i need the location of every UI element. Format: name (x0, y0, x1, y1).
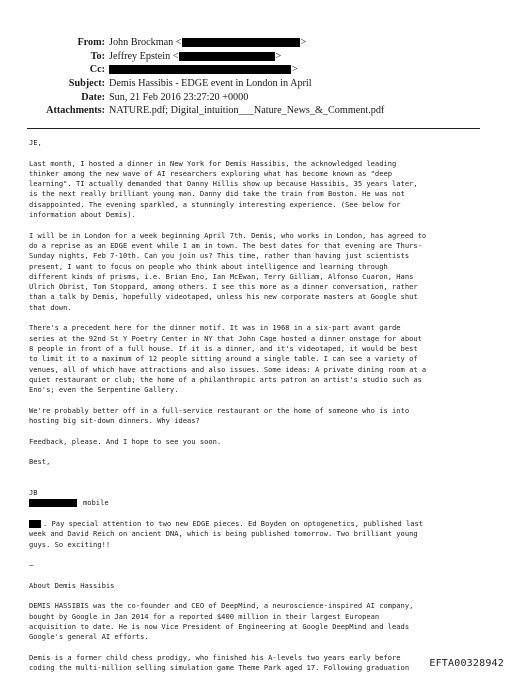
close-bracket: > (292, 64, 298, 76)
text-line: than a talk by Demis, hopefully videotaped, unless his new corporate masters at Google shut (29, 292, 418, 302)
text-line: We're probably better off in a full-service restaurant or the home of someone who is into (29, 405, 410, 415)
text-line: quiet restaurant or club; the home of a philanthropic arts patron an artist's studio such as (29, 374, 422, 384)
signature-mobile (29, 498, 489, 508)
text-line: guys. So exciting!! (29, 539, 111, 549)
from-label: From: (77, 37, 105, 49)
text-line: different kinds of prisms, i.e. Brian Eno, Ian McEwan, Terry Gilliam, Alfonso Cuaron, Hans (29, 271, 414, 281)
text-line: Ulrich Obrist, Tom Stoppard, among others. I see this more as a dinner conversation, rather (29, 282, 418, 292)
postscript (29, 519, 489, 550)
text-line: that down. (29, 302, 72, 312)
text-line: Last month, I hosted a dinner in New York for Demis Hassibis, the acknowledged leading (29, 158, 397, 168)
paragraph-precedent (29, 323, 489, 395)
greeting: JE, (29, 138, 42, 147)
text-line: Google's general AI efforts. (29, 632, 149, 642)
text-line: learning". TI actually demanded that Danny Hillis show up because Hassibis, 35 years later, (29, 179, 418, 189)
date-value: Sun, 21 Feb 2016 23:27:20 +0000 (109, 91, 249, 103)
signoff: Best, (29, 457, 51, 467)
text-line: information about Demis). (29, 210, 136, 220)
redaction-bar (179, 52, 275, 61)
text-line: week and David Reich on ancient DNA, which is being published tomorrow. Two brilliant young (29, 529, 418, 539)
signature-name: JB (29, 488, 38, 498)
subject-label: Subject: (68, 77, 105, 89)
subject-row (0, 77, 512, 91)
about-paragraph-1 (29, 601, 489, 642)
document-id: EFTA00328942 (429, 658, 504, 669)
ps-text: . Pay special attention to two new EDGE pieces. Ed Boyden on optogenetics, published last (43, 518, 424, 528)
text-line: series at the 92nd St Y Poetry Center in NY that John Cage hosted a dinner onstage for about (29, 333, 422, 343)
close-bracket: > (300, 37, 307, 49)
mobile-label: mobile (83, 498, 109, 508)
text-line: 8 people in front of a full house. If it is a dinner, and it's videotaped, it would be best (29, 343, 418, 353)
text-line: disappointed. The evening sparkled, a stunningly interesting experience. (See below for (29, 199, 401, 209)
text-line: coding the multi-million selling simulation game Theme Park aged 17. Following graduation (29, 663, 410, 673)
text-line: present, I want to focus on people who think about intelligence and learning through (29, 261, 388, 271)
from-value (109, 36, 306, 49)
text-line: hosting big sit-down dinners. Why ideas? (29, 416, 200, 426)
to-value (109, 50, 281, 63)
text-line (29, 519, 489, 529)
paragraph-venue (29, 406, 489, 427)
to-text: Jeffrey Epstein < (109, 50, 179, 62)
cc-label: Cc: (89, 64, 105, 76)
email-header (0, 36, 512, 118)
text-line: I will be in London for a week beginning April 7th. Demis, who works in London, has agreed to (29, 230, 427, 240)
feedback-line: Feedback, please. And I hope to see you soon. (29, 436, 222, 446)
paragraph-london (29, 231, 489, 313)
text-line: DEMIS HASSIBIS was the co-founder and CEO of DeepMind, a neuroscience-inspired AI company, (29, 601, 414, 611)
paragraph-dinner (29, 159, 489, 221)
text-line: There's a precedent here for the dinner motif. It was in 1968 in a six-part avant garde (29, 323, 401, 333)
date-label: Date: (81, 91, 105, 103)
about-heading: About Demis Hassibis (29, 580, 115, 590)
email-body (29, 138, 489, 673)
attachments-label: Attachments: (46, 105, 105, 117)
from-text: John Brockman < (109, 37, 182, 49)
close-bracket: > (275, 50, 282, 62)
header-divider (27, 128, 480, 129)
text-line: acquisition to date. He is now Vice President of Engineering at Google DeepMind and leads (29, 621, 410, 631)
to-label: To: (90, 50, 105, 62)
to-row (0, 50, 512, 64)
attachments-row (0, 104, 512, 118)
text-line: Demis is a former child chess prodigy, who finished his A-levels two years early before (29, 652, 401, 662)
separator: — (29, 560, 34, 570)
text-line: Eno's; even the Serpentine Gallery. (29, 385, 179, 395)
cc-row (0, 63, 512, 77)
cc-value (109, 63, 298, 76)
text-line: to limit it to a maximum of 12 people sitting around a single table. I can see a variety of (29, 354, 418, 364)
redaction-bar (109, 65, 291, 74)
text-line: bought by Google in Jan 2014 for a reported $400 million in their largest European (29, 611, 380, 621)
from-row (0, 36, 512, 50)
text-line: do a reprise as an EDGE event while I am in town. The best dates for that evening are Thurs- (29, 240, 422, 250)
date-row (0, 90, 512, 104)
text-line: venues, all of which have attractions and also issues. Some ideas: A private dining room at a (29, 364, 427, 374)
about-paragraph-2 (29, 653, 489, 674)
redaction-bar (182, 38, 300, 47)
redaction-bar (29, 499, 77, 507)
attachments-value: NATURE.pdf; Digital_intuition___Nature_News_&_Comment.pdf (109, 105, 385, 117)
text-line: Sunday nights, Feb 7-10th. Can you join us? This time, rather than having just scientists (29, 251, 410, 261)
subject-value: Demis Hassibis - EDGE event in London in April (109, 77, 312, 89)
redaction-bar (29, 520, 41, 528)
text-line: is the next really brilliant young man. Danny did take the train from Boston. He was not (29, 189, 405, 199)
text-line: thinker among the new wave of AI researchers exploring what has become known as "deep (29, 168, 393, 178)
